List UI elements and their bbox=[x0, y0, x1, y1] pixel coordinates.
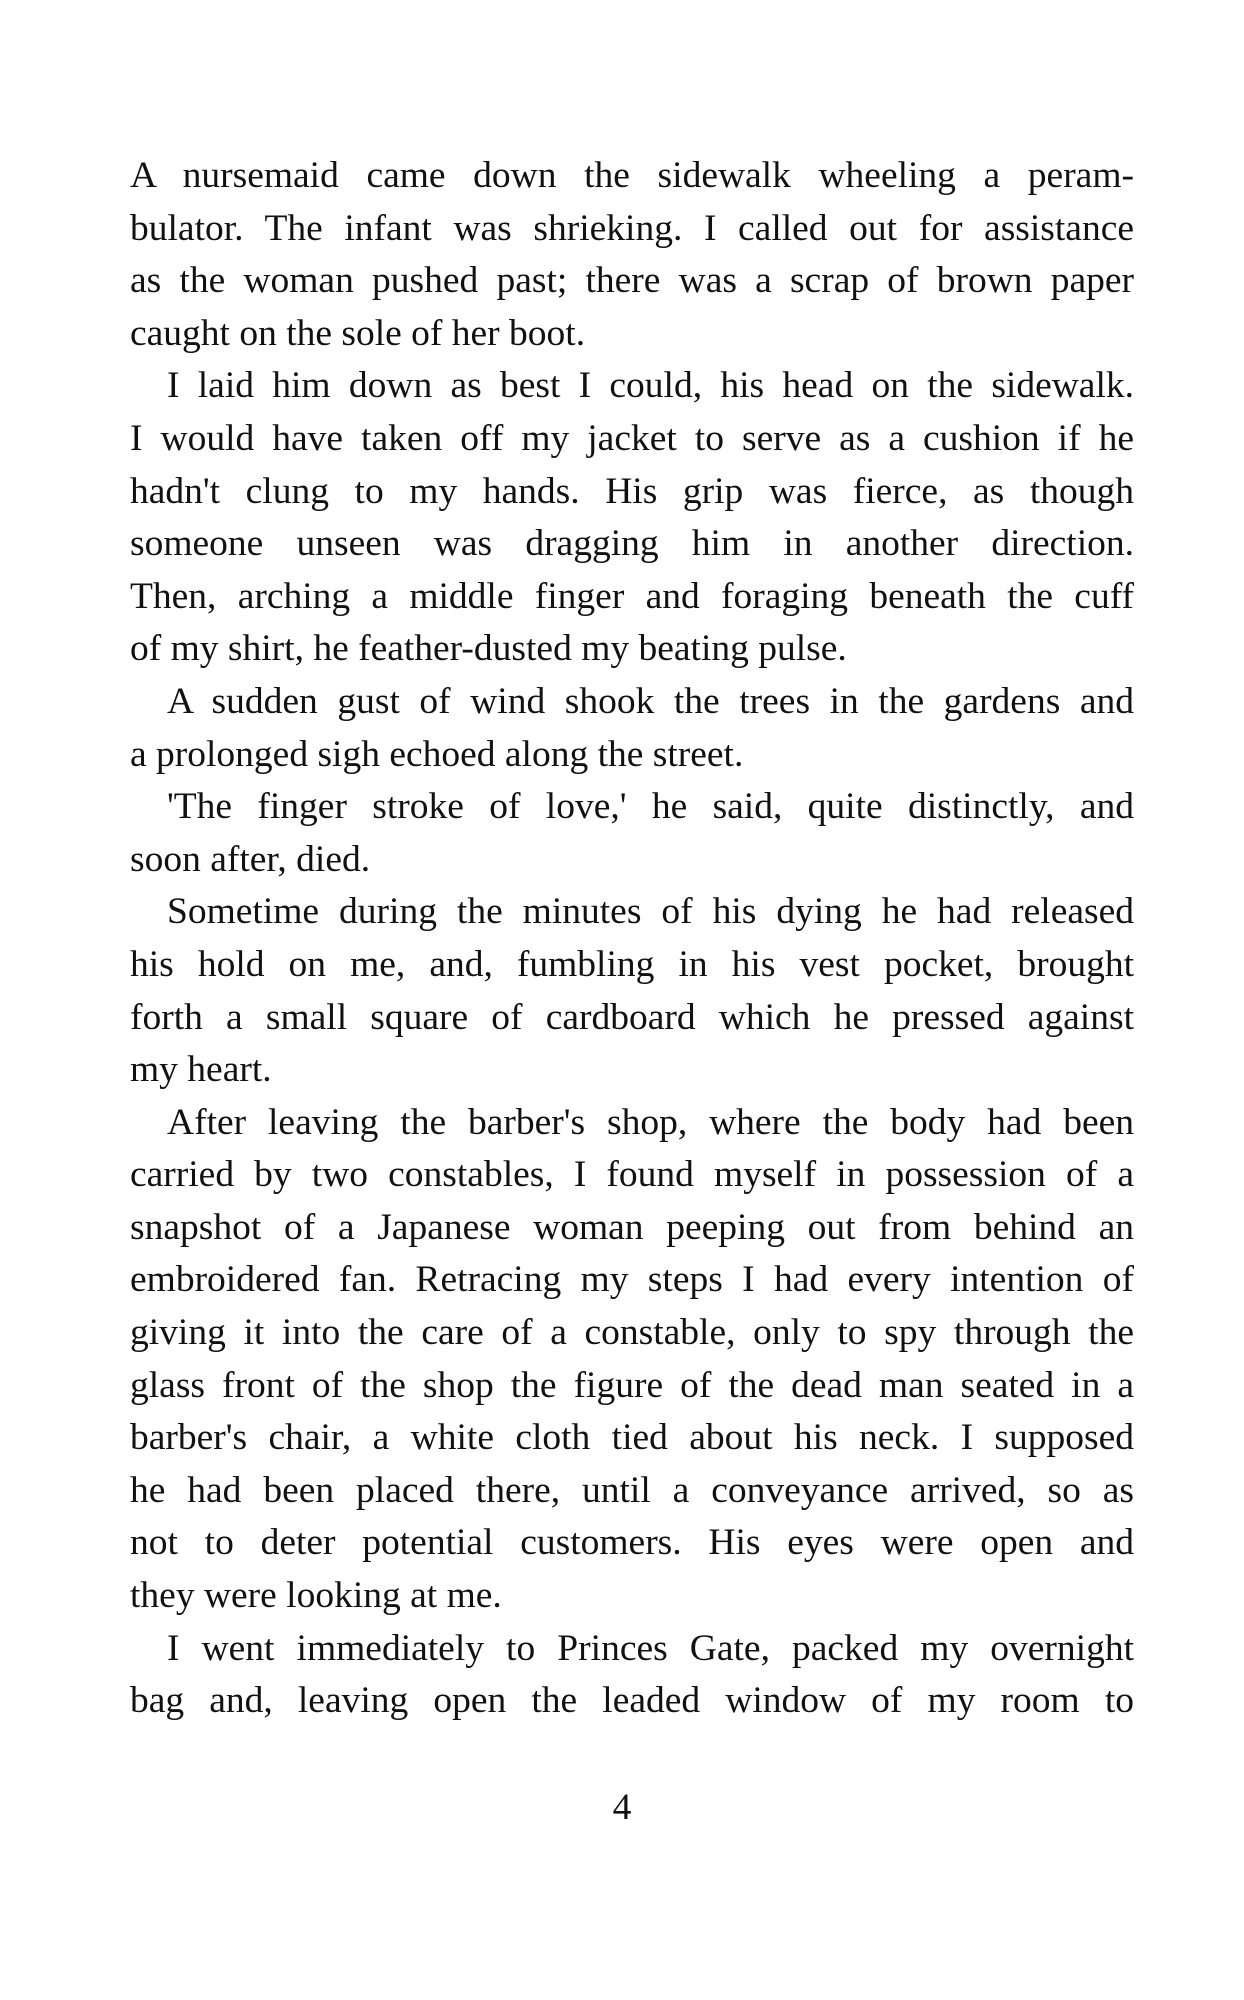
paragraph bbox=[130, 150, 1134, 360]
text-line: embroidered fan. Retracing my steps I had every intention of bbox=[130, 1259, 1134, 1301]
text-line: a prolonged sigh echoed along the street. bbox=[130, 733, 744, 775]
text-line: hadn't clung to my hands. His grip was fierce, as though bbox=[130, 470, 1134, 512]
text-line: I laid him down as best I could, his head on the sidewalk. bbox=[167, 365, 1134, 407]
text-line: my heart. bbox=[130, 1049, 272, 1091]
paragraph bbox=[130, 886, 1134, 1096]
text-line: giving it into the care of a constable, only to spy through the bbox=[130, 1312, 1134, 1354]
text-line: Then, arching a middle finger and foraging beneath the cuff bbox=[130, 575, 1134, 617]
text-line: A nursemaid came down the sidewalk wheeling a peram- bbox=[130, 155, 1134, 196]
text-line: snapshot of a Japanese woman peeping out from behind an bbox=[130, 1206, 1134, 1248]
text-line: bulator. The infant was shrieking. I called out for assistance bbox=[130, 207, 1134, 249]
text-line: Sometime during the minutes of his dying he had released bbox=[167, 891, 1134, 933]
text-line: carried by two constables, I found myself in possession of a bbox=[130, 1154, 1134, 1196]
text-line: not to deter potential customers. His eyes were open and bbox=[130, 1522, 1134, 1564]
text-line: I went immediately to Princes Gate, packed my overnight bbox=[167, 1627, 1134, 1669]
paragraph bbox=[130, 1623, 1134, 1728]
text-line: bag and, leaving open the leaded window of my room to bbox=[130, 1680, 1134, 1722]
text-line: barber's chair, a white cloth tied about his neck. I supposed bbox=[130, 1417, 1134, 1459]
text-line: forth a small square of cardboard which he pressed against bbox=[130, 996, 1134, 1038]
text-line: he had been placed there, until a conveyance arrived, so as bbox=[130, 1469, 1134, 1511]
page-number: 4 bbox=[612, 1787, 632, 1828]
text-line: his hold on me, and, fumbling in his vest pocket, brought bbox=[130, 943, 1134, 985]
paragraph bbox=[130, 1097, 1134, 1623]
text-line: they were looking at me. bbox=[130, 1575, 502, 1617]
text-line: I would have taken off my jacket to serve as a cushion if he bbox=[130, 417, 1134, 459]
text-line: After leaving the barber's shop, where the body had been bbox=[167, 1101, 1134, 1143]
text-line: glass front of the shop the figure of the dead man seated in a bbox=[130, 1364, 1134, 1406]
text-line: as the woman pushed past; there was a scrap of brown paper bbox=[130, 260, 1134, 302]
text-line: A sudden gust of wind shook the trees in the gardens and bbox=[167, 680, 1134, 722]
paragraph bbox=[130, 781, 1134, 886]
text-line: 'The finger stroke of love,' he said, quite distinctly, and bbox=[167, 786, 1134, 828]
paragraph bbox=[130, 676, 1134, 781]
text-line: someone unseen was dragging him in another direction. bbox=[130, 523, 1134, 565]
body-text bbox=[130, 150, 1134, 1728]
text-line: caught on the sole of her boot. bbox=[130, 312, 586, 354]
paragraph bbox=[130, 360, 1134, 676]
text-line: soon after, died. bbox=[130, 838, 371, 880]
text-line: of my shirt, he feather-dusted my beating pulse. bbox=[130, 628, 847, 670]
